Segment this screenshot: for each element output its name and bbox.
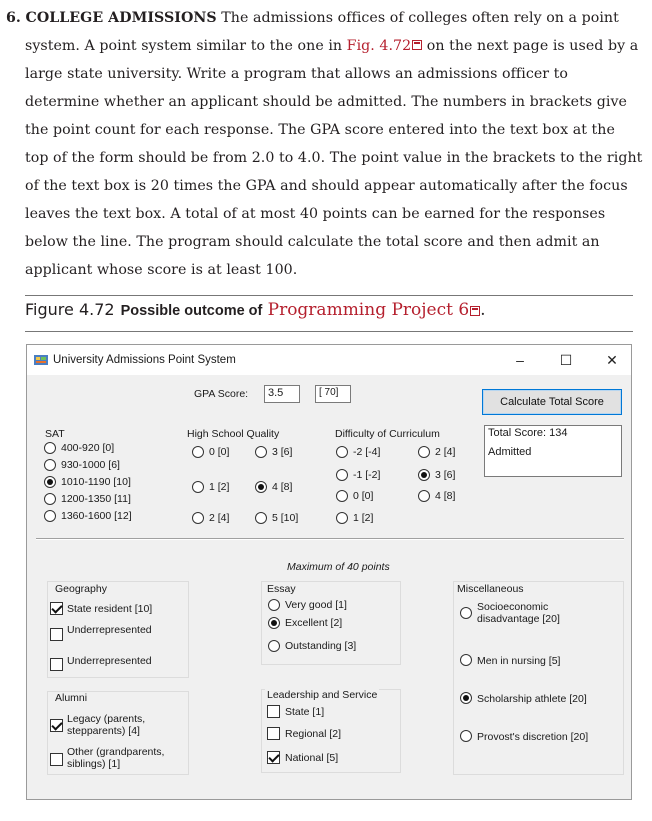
sat-option-1: 400-920 [0] [61, 442, 115, 454]
other-relatives-label: Other (grandparents, siblings) [1] [67, 746, 165, 770]
leadership-state-checkbox[interactable] [267, 705, 280, 718]
sat-radio-1[interactable] [44, 442, 56, 454]
leadership-regional-label: Regional [2] [285, 728, 342, 740]
difficulty-option-3: 3 [6] [435, 469, 456, 481]
hsq-option-4: 4 [8] [272, 481, 293, 493]
difficulty-option-1: 1 [2] [353, 512, 374, 524]
difficulty-radio-0[interactable] [336, 490, 348, 502]
state-resident-checkbox[interactable] [50, 602, 63, 615]
essay-radio-outstanding[interactable] [268, 640, 280, 652]
underrepresented-checkbox-2[interactable] [50, 658, 63, 671]
sat-radio-2[interactable] [44, 459, 56, 471]
app-icon [34, 353, 48, 366]
sat-option-3: 1010-1190 [10] [61, 476, 131, 488]
difficulty-radio-neg1[interactable] [336, 469, 348, 481]
problem-line-4: determine whether an applicant should be admitted. The numbers in brackets give [25, 94, 627, 110]
legacy-checkbox[interactable] [50, 719, 63, 732]
hsq-option-2: 2 [4] [209, 512, 230, 524]
minimize-button[interactable]: – [516, 352, 524, 368]
hsq-option-3: 3 [6] [272, 446, 293, 458]
difficulty-radio-3[interactable] [418, 469, 430, 481]
total-score-text: Total Score: 134 [488, 427, 568, 439]
problem-number: 6. [6, 10, 21, 26]
essay-group-title: Essay [267, 583, 296, 595]
socioeconomic-radio[interactable] [460, 607, 472, 619]
figure-link[interactable]: Fig. 4.72 [346, 38, 412, 54]
problem-line-5: the point count for each response. The GPA score entered into the text box at the [25, 122, 615, 138]
caption-top-rule [25, 295, 633, 296]
difficulty-option-neg2: -2 [-4] [353, 446, 381, 458]
difficulty-group-title: Difficulty of Curriculum [335, 428, 440, 440]
geography-group-title: Geography [55, 583, 107, 595]
admission-result-text: Admitted [488, 446, 532, 458]
problem-line-3: large state university. Write a program that allows an admissions officer to [25, 66, 568, 82]
calculate-total-score-button[interactable]: Calculate Total Score [482, 389, 622, 415]
result-box [484, 425, 622, 477]
difficulty-radio-4[interactable] [418, 490, 430, 502]
maximum-points-note: Maximum of 40 points [287, 561, 390, 573]
leadership-group-title: Leadership and Service [267, 689, 378, 701]
essay-option-very-good: Very good [1] [285, 599, 347, 611]
state-resident-label: State resident [10] [67, 603, 153, 615]
difficulty-radio-neg2[interactable] [336, 446, 348, 458]
problem-line-9: below the line. The program should calculate the total score and then admit an [25, 234, 600, 250]
figure-caption: Figure 4.72 Possible outcome of Programming Project 6 . [25, 300, 486, 320]
sat-option-2: 930-1000 [6] [61, 459, 120, 471]
problem-line-6: top of the form should be from 2.0 to 4.0. The point value in the brackets to the right [25, 150, 643, 166]
hsq-radio-3[interactable] [255, 446, 267, 458]
external-link-icon[interactable] [412, 40, 422, 50]
sat-radio-4[interactable] [44, 493, 56, 505]
sat-option-4: 1200-1350 [11] [61, 493, 131, 505]
problem-heading: COLLEGE ADMISSIONS [25, 10, 217, 26]
leadership-national-label: National [5] [285, 752, 339, 764]
close-button[interactable]: ✕ [606, 352, 618, 368]
hsq-radio-1[interactable] [192, 481, 204, 493]
problem-line-8: leaves the text box. A total of at most 40 points can be earned for the responses [25, 206, 606, 222]
essay-option-excellent: Excellent [2] [285, 617, 343, 629]
figure-description: Possible outcome of [120, 303, 263, 319]
scholarship-athlete-radio[interactable] [460, 692, 472, 704]
essay-radio-very-good[interactable] [268, 599, 280, 611]
gpa-input[interactable]: 3.5 [264, 385, 300, 403]
hsq-radio-5[interactable] [255, 512, 267, 524]
leadership-national-checkbox[interactable] [267, 751, 280, 764]
sat-group-title: SAT [45, 428, 65, 440]
external-link-icon[interactable] [470, 306, 480, 316]
app-window [26, 344, 632, 800]
problem-line-7: of the text box is 20 times the GPA and should appear automatically after the focus [25, 178, 628, 194]
figure-number: Figure 4.72 [25, 300, 115, 319]
window-title: University Admissions Point System [53, 354, 236, 366]
difficulty-radio-1[interactable] [336, 512, 348, 524]
legacy-label: Legacy (parents, stepparents) [4] [67, 713, 146, 737]
hsq-radio-2[interactable] [192, 512, 204, 524]
problem-line-2: system. A point system similar to the one in Fig. 4.72 on the next page is used by a [25, 38, 639, 54]
section-separator [36, 538, 624, 540]
leadership-regional-checkbox[interactable] [267, 727, 280, 740]
hsq-radio-4[interactable] [255, 481, 267, 493]
leadership-state-label: State [1] [285, 706, 325, 718]
difficulty-option-0: 0 [0] [353, 490, 374, 502]
socioeconomic-label: Socioeconomic disadvantage [20] [477, 601, 560, 625]
problem-line-1: 6. COLLEGE ADMISSIONS The admissions offices of colleges often rely on a point [6, 10, 619, 26]
sat-radio-3[interactable] [44, 476, 56, 488]
essay-radio-excellent[interactable] [268, 617, 280, 629]
hsq-option-1: 1 [2] [209, 481, 230, 493]
provosts-discretion-label: Provost's discretion [20] [477, 731, 589, 743]
difficulty-option-2: 2 [4] [435, 446, 456, 458]
hsq-option-0: 0 [0] [209, 446, 230, 458]
underrepresented-label-2: Underrepresented [67, 655, 152, 667]
gpa-label: GPA Score: [194, 388, 249, 400]
hsq-radio-0[interactable] [192, 446, 204, 458]
programming-project-link[interactable]: Programming Project 6 [267, 300, 470, 320]
essay-option-outstanding: Outstanding [3] [285, 640, 357, 652]
maximize-button[interactable]: ☐ [559, 352, 573, 368]
difficulty-radio-2[interactable] [418, 446, 430, 458]
men-in-nursing-label: Men in nursing [5] [477, 655, 561, 667]
hsq-group-title: High School Quality [187, 428, 280, 440]
difficulty-option-4: 4 [8] [435, 490, 456, 502]
alumni-group-title: Alumni [55, 692, 88, 704]
gpa-points-box: [ 70] [315, 385, 351, 403]
men-in-nursing-radio[interactable] [460, 654, 472, 666]
hsq-option-5: 5 [10] [272, 512, 299, 524]
problem-text [6, 4, 642, 284]
caption-bottom-rule [25, 331, 633, 332]
difficulty-option-neg1: -1 [-2] [353, 469, 381, 481]
title-bar[interactable] [27, 345, 631, 375]
provosts-discretion-radio[interactable] [460, 730, 472, 742]
scholarship-athlete-label: Scholarship athlete [20] [477, 693, 587, 705]
other-relatives-checkbox[interactable] [50, 753, 63, 766]
underrepresented-label-1: Underrepresented [67, 624, 152, 636]
miscellaneous-group-title: Miscellaneous [457, 583, 524, 595]
underrepresented-checkbox-1[interactable] [50, 628, 63, 641]
sat-option-5: 1360-1600 [12] [61, 510, 132, 522]
sat-radio-5[interactable] [44, 510, 56, 522]
problem-line-10: applicant whose score is at least 100. [25, 262, 298, 278]
